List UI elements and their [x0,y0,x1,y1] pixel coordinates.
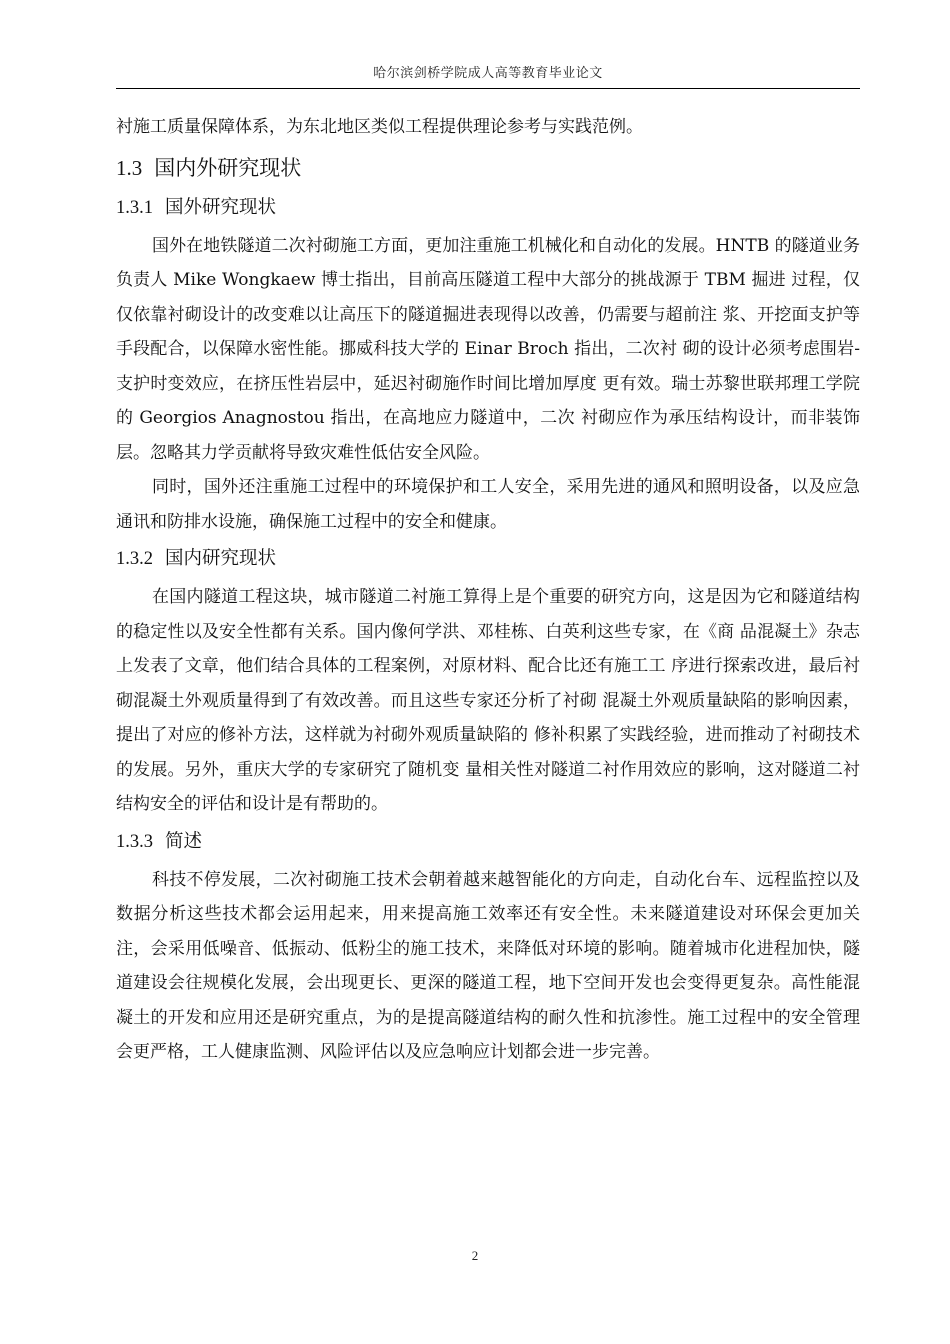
heading-number: 1.3.3 [116,831,153,852]
heading-1-3-3 [116,825,860,859]
paragraph-domestic-research: 在国内隧道工程这块，城市隧道二衬施工算得上是个重要的研究方向，这是因为它和隧道结构的稳定性以及安全性都有关系。国内像何学洪、邓桂栋、白英利这些专家，在《商 品混凝土》杂志上发表了文章，他们结合具体的工程案例，对原材料、配合比还有施工工 序进行探索改进，最后衬砌混凝土外观质量得到了有效改善。而且这些专家还分析了衬砌 混凝土外观质量缺陷的影响因素，提出了对应的修补方法，这样就为衬砌外观质量缺陷的 修补积累了实践经验，进而推动了衬砌技术的发展。另外，重庆大学的专家研究了随机变 量相关性对隧道二衬作用效应的影响，这对隧道二衬结构安全的评估和设计是有帮助的。 [116,587,860,814]
heading-1-3-1 [116,191,860,225]
paragraph-foreign-research: 国外在地铁隧道二次衬砌施工方面，更加注重施工机械化和自动化的发展。HNTB 的隧道业务负责人 Mike Wongkaew 博士指出，目前高压隧道工程中大部分的挑战源于 TBM 掘进 过程，仅仅依靠衬砌设计的改变难以让高压下的隧道掘进表现得以改善，仍需要与超前注 浆、开挖面支护等手段配合，以保障水密性能。挪威科技大学的 Einar Broch 指出，二次衬 砌的设计必须考虑围岩-支护时变效应，在挤压性岩层中，延迟衬砌施作时间比增加厚度 更有效。瑞士苏黎世联邦理工学院的 Georgios Anagnostou 指出，在高地应力隧道中，二次 衬砌应作为承压结构设计，而非装饰层。忽略其力学贡献将导致灾难性低估安全风险。 [116,235,860,463]
paragraph-foreign-safety: 同时，国外还注重施工过程中的环境保护和工人安全，采用先进的通风和照明设备，以及应急通讯和防排水设施，确保施工过程中的安全和健康。 [116,477,860,532]
header-rule [116,88,860,89]
heading-1-3 [116,151,860,185]
document-body [116,110,860,1070]
running-header: 哈尔滨剑桥学院成人高等教育毕业论文 [373,66,603,81]
heading-text: 国外研究现状 [165,196,277,218]
paragraph-continuation: 衬施工质量保障体系，为东北地区类似工程提供理论参考与实践范例。 [116,117,643,137]
heading-number: 1.3 [116,155,143,180]
heading-number: 1.3.1 [116,197,153,218]
heading-number: 1.3.2 [116,549,153,569]
heading-text: 简述 [165,830,203,852]
heading-text: 国内研究现状 [165,548,277,569]
page-number: 2 [471,1248,479,1263]
heading-text: 国内外研究现状 [154,155,302,180]
paragraph-summary: 科技不停发展，二次衬砌施工技术会朝着越来越智能化的方向走，自动化台车、远程监控以及数据分析这些技术都会运用起来，用来提高施工效率还有安全性。未来隧道建设对环保会更加关注，会采用低噪音、低振动、低粉尘的施工技术，来降低对环境的影响。随着城市化进程加快，隧道建设会往规模化发展，会出现更长、更深的隧道工程，地下空间开发也会变得更复杂。高性能混凝土的开发和应用还是研究重点，为的是提高隧道结构的耐久性和抗渗性。施工过程中的安全管理会更严格，工人健康监测、风险评估以及应急响应计划都会进一步完善。 [116,869,860,1062]
heading-1-3-2 [116,542,860,576]
